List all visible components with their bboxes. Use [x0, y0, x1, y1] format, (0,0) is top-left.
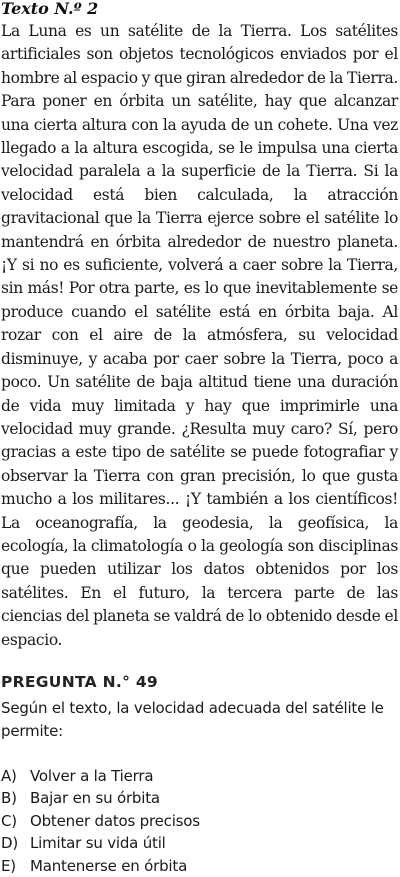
- option-text: Obtener datos precisos: [30, 811, 200, 830]
- option-letter: A): [1, 766, 17, 785]
- option-text: Limitar su vida útil: [30, 834, 166, 853]
- option-e[interactable]: [1, 855, 398, 877]
- option-letter: D): [1, 834, 19, 853]
- reading-passage: La Luna es un satélite de la Tierra. Los satélites artificiales son objetos tecnológicos enviados por el hombre al espacio y que giran alrededor de la Tierra. Para poner en órbita un satélite, hay que alcanzar una cierta altura con la ayuda de un cohete. Una vez llegado a la altura escogida, se le impulsa una cierta velocidad paralela a la superficie de la Tierra. Si la velocidad está bien calculada, la atracción gravitacional que la Tierra ejerce sobre el satélite lo mantendrá en órbita alrededor de nuestro planeta. ¡Y si no es suficiente, volverá a caer sobre la Tierra, sin más! Por otra parte, es lo que inevitablemente se produce cuando el satélite está en órbita baja. Al rozar con el aire de la atmósfera, su velocidad disminuye, y acaba por caer sobre la Tierra, poco a poco. Un satélite de baja altitud tiene una duración de vida muy limitada y hay que imprimirle una velocidad muy grande. ¿Resulta muy caro? Sí, pero gracias a este tipo de satélite se puede fotografiar y observar la Tierra con gran precisión, lo que gusta mucho a los militares... ¡Y también a los científicos! La oceanografía, la geodesia, la geofísica, la ecología, la climatología o la geología son disciplinas que pueden utilizar los datos obtenidos por los satélites. En el futuro, la tercera parte de las ciencias del planeta se valdrá de lo obtenido desde el espacio.: [1, 22, 399, 649]
- option-a[interactable]: [1, 765, 398, 788]
- question-heading: PREGUNTA N.° 49: [1, 672, 159, 691]
- option-letter: B): [1, 789, 17, 808]
- option-text: Mantenerse en órbita: [30, 856, 188, 875]
- option-letter: C): [1, 811, 17, 830]
- question-stem: Según el texto, la velocidad adecuada del satélite le permite:: [1, 698, 384, 740]
- option-d[interactable]: [1, 832, 398, 855]
- option-c[interactable]: [1, 810, 398, 833]
- option-letter: E): [1, 856, 16, 875]
- text-title: Texto N.º 2: [1, 0, 99, 18]
- answer-options: [1, 765, 398, 877]
- option-text: Volver a la Tierra: [30, 766, 154, 785]
- option-text: Bajar en su órbita: [30, 789, 160, 808]
- option-b[interactable]: [1, 787, 398, 810]
